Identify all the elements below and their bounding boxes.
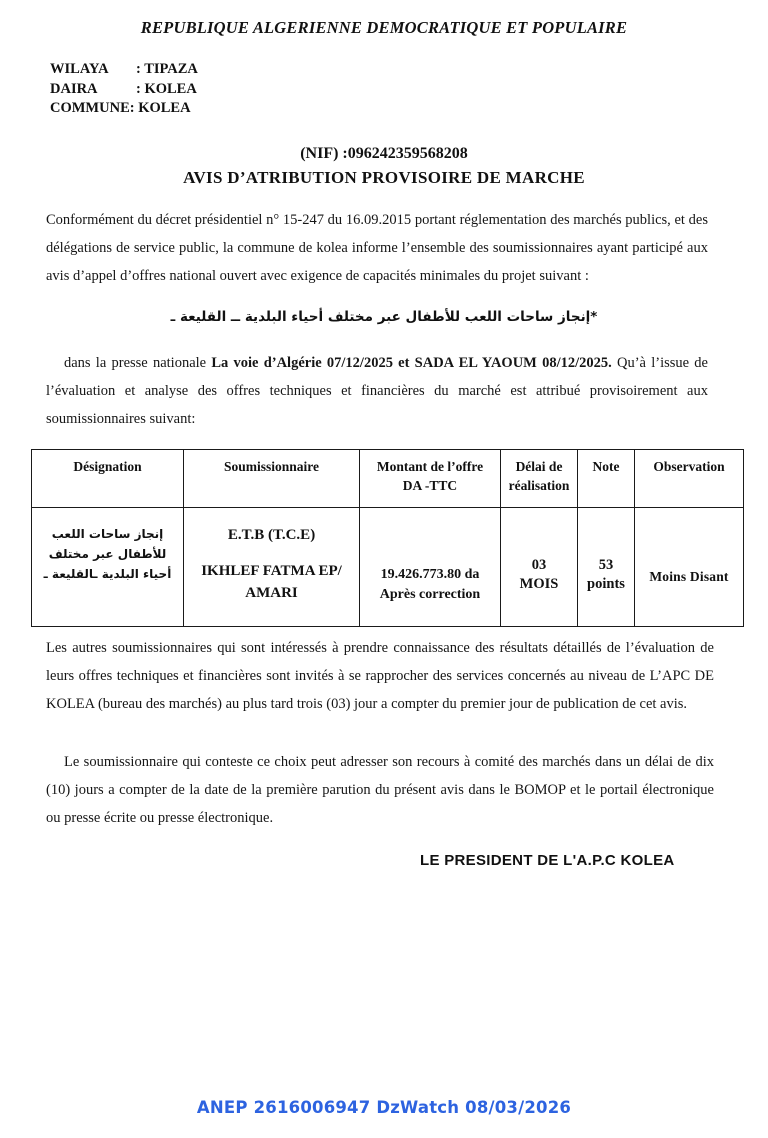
press-rest: Qu’à l’issue de l’évaluation et analyse des offres techniques et financières du marché est attribué provisoirement aux soumissionnaires suivant: (46, 355, 708, 427)
note-unit: points (587, 576, 625, 592)
intro-paragraph: Conformément du décret présidentiel n° 15-247 du 16.09.2015 portant réglementation des marchés publics, et des délégations de service public, la commune de kolea informe l’ensemble des soumissionnaires ayant participé aux avis d’appel d’offres national ouvert avec exigence de capacités minimales du projet suivant : (46, 212, 708, 284)
bidder-name: IKHLEF FATMA EP/ AMARI (201, 563, 342, 601)
recourse-paragraph (46, 748, 714, 832)
commune-row (50, 99, 198, 119)
cell-montant (360, 508, 501, 627)
table-header-row (32, 450, 744, 508)
header-delai-line1: Délai de (515, 459, 563, 474)
header-note: Note (578, 450, 635, 508)
observation-text: Moins Disant (649, 569, 729, 584)
header-delai (501, 450, 578, 508)
note-value: 53 (598, 557, 614, 573)
cell-observation (635, 508, 744, 627)
project-title-arabic: *إنجاز ساحات اللعب للأطفال عبر مختلف أحياء البلدية ــ القليعة ـ (170, 309, 598, 325)
header-montant (360, 450, 501, 508)
nif-line: (NIF) :096242359568208 (300, 145, 468, 162)
wilaya-label: WILAYA (50, 61, 109, 77)
anep-footer: ANEP 2616006947 DzWatch 08/03/2026 (196, 1098, 572, 1117)
wilaya-value: : TIPAZA (136, 61, 198, 77)
header-soumissionnaire: Soumissionnaire (184, 450, 360, 508)
note-block (578, 508, 634, 594)
cell-note (578, 508, 635, 627)
signature-line: LE PRESIDENT DE L'A.P.C KOLEA (420, 852, 675, 869)
cell-delai (501, 508, 578, 627)
cell-soumissionnaire (184, 508, 360, 627)
delay-block (501, 508, 577, 594)
other-bidders-paragraph: Les autres soumissionnaires qui sont intéressés à prendre connaissance des résultats détaillés de l’évaluation de leurs offres techniques et financières sont invités à se rapprocher des services concernés au niveau de L’APC DE KOLEA (bureau des marchés) au plus tard trois (03) jour a compter du premier jour de publication de cet avis. (46, 640, 714, 712)
award-table (31, 449, 744, 627)
recourse-text: Le soumissionnaire qui conteste ce choix peut adresser son recours à comité des marchés dans un délai de dix (10) jours a compter de la date de la première parution du présent avis dans le BOMOP et le portail électronique ou presse écrite ou presse électronique. (46, 754, 714, 826)
press-lead: dans la presse nationale (64, 355, 212, 371)
table-row (32, 508, 744, 627)
table-header (32, 450, 744, 508)
delay-value: 03 (531, 557, 547, 573)
republic-title: REPUBLIQUE ALGERIENNE DEMOCRATIQUE ET POPULAIRE (140, 18, 628, 37)
amount-note: Après correction (379, 587, 481, 602)
wilaya-row (50, 60, 198, 80)
amount-block (360, 508, 500, 605)
daira-label: DAIRA (50, 80, 98, 97)
amount-value: 19.426.773.80 da (380, 567, 480, 582)
commune-value: KOLEA (134, 100, 191, 116)
bidder-company: E.T.B (T.C.E) (227, 527, 316, 543)
table-body (32, 508, 744, 627)
bidder-block (184, 508, 359, 604)
administration-block (50, 60, 198, 119)
commune-label: COMMUNE: (50, 100, 135, 116)
header-montant-line1: Montant de l’offre (376, 459, 484, 474)
designation-text: إنجاز ساحات اللعب للأطفال عبر مختلف أحياء البلدية ـالقليعة ـ (43, 527, 172, 581)
press-paragraph (46, 349, 708, 433)
delay-unit: MOIS (519, 576, 559, 592)
cell-designation (32, 508, 184, 627)
press-publications: La voie d’Algérie 07/12/2025 et SADA EL YAOUM 08/12/2025. (211, 355, 612, 371)
header-designation: Désignation (32, 450, 184, 508)
header-montant-line2: DA -TTC (402, 478, 458, 493)
daira-value: : KOLEA (136, 80, 197, 97)
header-observation: Observation (635, 450, 744, 508)
daira-row (50, 80, 198, 100)
header-delai-line2: réalisation (508, 478, 570, 493)
page-title: AVIS D’ATRIBUTION PROVISOIRE DE MARCHE (183, 168, 585, 187)
